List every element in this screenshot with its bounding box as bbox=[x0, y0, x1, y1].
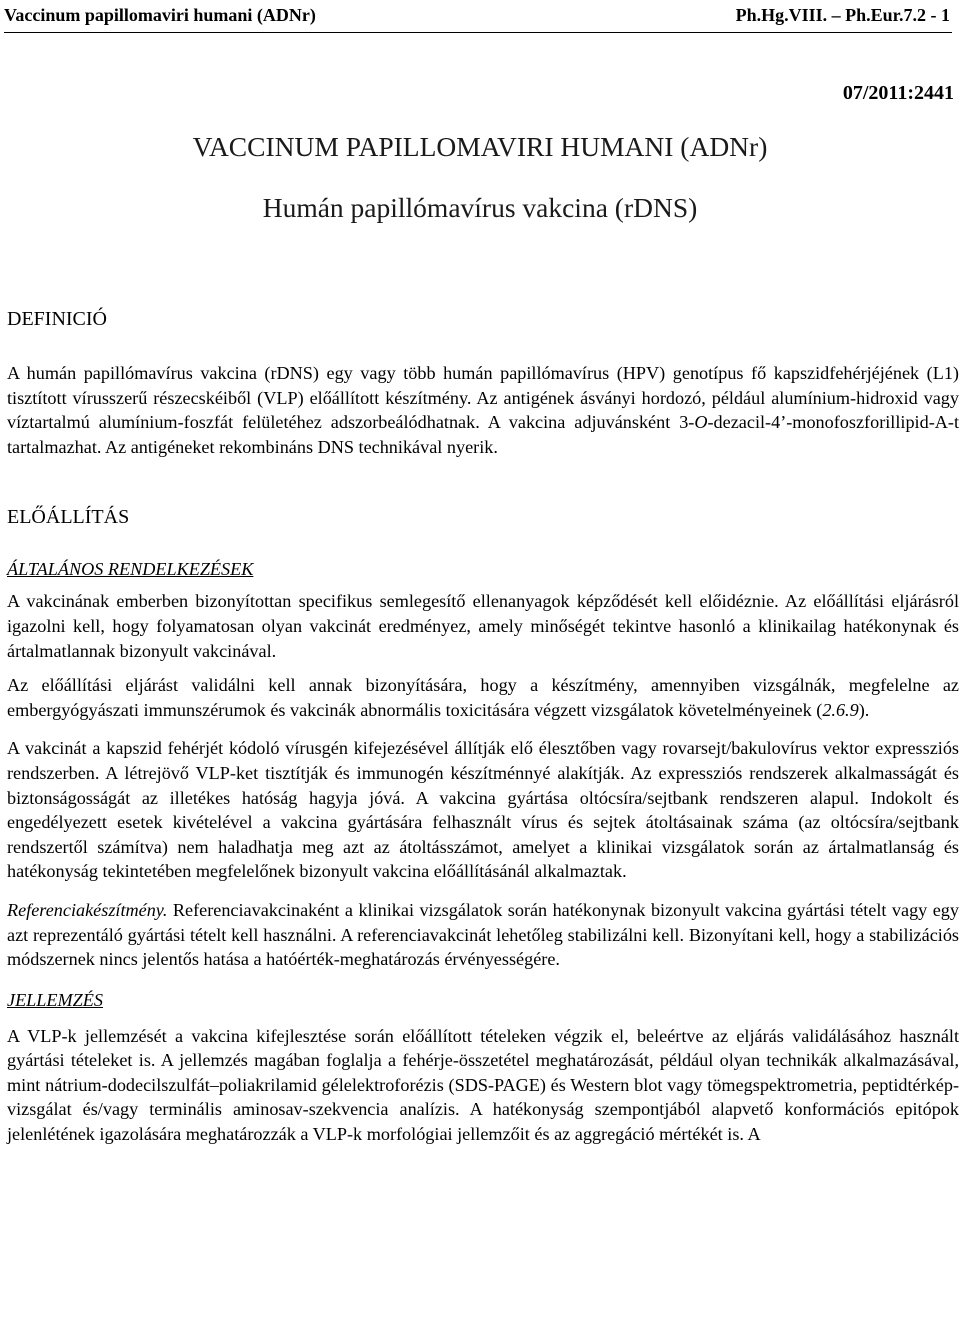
subheading-altalanos: ÁLTALÁNOS RENDELKEZÉSEK bbox=[7, 559, 254, 580]
production-paragraph-3: A vakcinát a kapszid fehérjét kódoló vírusgén kifejezésével állítják elő élesztőben vagy rovarsejt/bakulovírus vektor expressziós rendszerben. A létrejövő VLP-ket tisztítják és immunogén készítménnyé alakítják. Az expressziós rendszerek alkalmasságát és biztonságosságát az illetékes hatóság hagyja jóvá. A vakcina gyártása oltócsíra/sejtbank rendszeren alapul. Indokolt és engedélyezett esetek kivételével a vakcina gyártására felhasznált vírus és sejtek átoltásainak száma (az oltócsíra/sejtbank rendszertől számítva) nem haladhatja meg azt az átoltásszámot, amelyet a klinikai vizsgálatok során az ártalmatlanság és hatékonyság tekintetében megfelelőnek bizonyult vakcina előállításánál alkalmaztak. bbox=[7, 738, 959, 882]
running-header bbox=[4, 2, 952, 33]
characterisation-paragraph: A VLP-k jellemzését a vakcina kifejlesztése során előállított tételeken végzik el, beleértve az eljárás validálásához használt gyártási tételeket is. A jellemzés magában foglalja a fehérje-összetétel meghatározását, például olyan technikák alkalmazásával, mint nátrium-dodecilszulfát–poliakrilamid gélelektroforézis (SDS-PAGE) és Western blot vagy tömegspektrometria, peptidtérkép-vizsgálat és/vagy terminális aminosav-szekvencia analízis. A hatékonyság szempontjából alapvető konformációs epitópok jelenlétének igazolására meghatározzák a VLP-k morfológiai jellemzőit és az aggregáció mértékét is. A bbox=[7, 1025, 959, 1145]
monograph-title: VACCINUM PAPILLOMAVIRI HUMANI (ADNr) bbox=[192, 131, 768, 162]
definition-paragraph: A humán papillómavírus vakcina (rDNS) egy vagy több humán papillómavírus (HPV) genotípus fő kapszidfehérjéjének (L1) tisztított vírusszerű részecskéiből (VLP) előállított készítmény. Az antigének ásványi hordozó, például alumínium-hidroxid vagy víztartalmú alumínium-foszfát felületéhez adszorbeálódhatnak. A vakcina adjuvánsként 3-O-dezacil-4’-monofoszforillipid-A-t tartalmazhat. Az antigéneket rekombináns DNS technikával nyerik. bbox=[7, 363, 959, 457]
section-heading-definicio: DEFINICIÓ bbox=[7, 308, 107, 330]
document-body bbox=[7, 305, 959, 1147]
subheading-jellemzes: JELLEMZÉS bbox=[7, 989, 103, 1010]
document-number: 07/2011:2441 bbox=[842, 82, 954, 104]
production-paragraph-2: Az előállítási eljárást validálni kell annak bizonyítására, hogy a készítmény, amennyiben vizsgálnák, megfelelne az embergyógyászati immunszérumok és vakcinák abnormális toxicitására végzett vizsgálatok követelményeinek (2.6.9). bbox=[7, 675, 959, 720]
header-pharmacopoeia-ref: Ph.Hg.VIII. – Ph.Eur.7.2 - 1 bbox=[735, 5, 950, 25]
header-title: Vaccinum papillomaviri humani (ADNr) bbox=[4, 5, 316, 25]
monograph-subtitle: Humán papillómavírus vakcina (rDNS) bbox=[262, 192, 698, 223]
production-paragraph-1: A vakcinának emberben bizonyítottan specifikus semlegesítő ellenanyagok képződését kell előidéznie. Az előállítási eljárásról igazolni kell, hogy folyamatosan olyan vakcinát eredményez, amely minőségét tekintve hasonló a klinikailag hatékonynak és ártalmatlannak bizonyult vakcinával. bbox=[7, 591, 959, 661]
section-heading-eloallitas: ELŐÁLLÍTÁS bbox=[7, 506, 130, 529]
reference-preparation-paragraph: Referenciakészítmény. Referenciavakcinaként a klinikai vizsgálatok során hatékonynak bizonyult vakcina gyártási tételt vagy egy azt reprezentáló gyártási tételt kell használni. A referenciavakcinát lehetőleg stabilizálni kell. Bizonyítani kell, hogy a stabilizációs módszernek nincs jelentős hatása a hatóérték-meghatározás érvényességére. bbox=[7, 899, 959, 970]
reference-preparation-label: Referenciakészítmény. bbox=[7, 899, 168, 920]
